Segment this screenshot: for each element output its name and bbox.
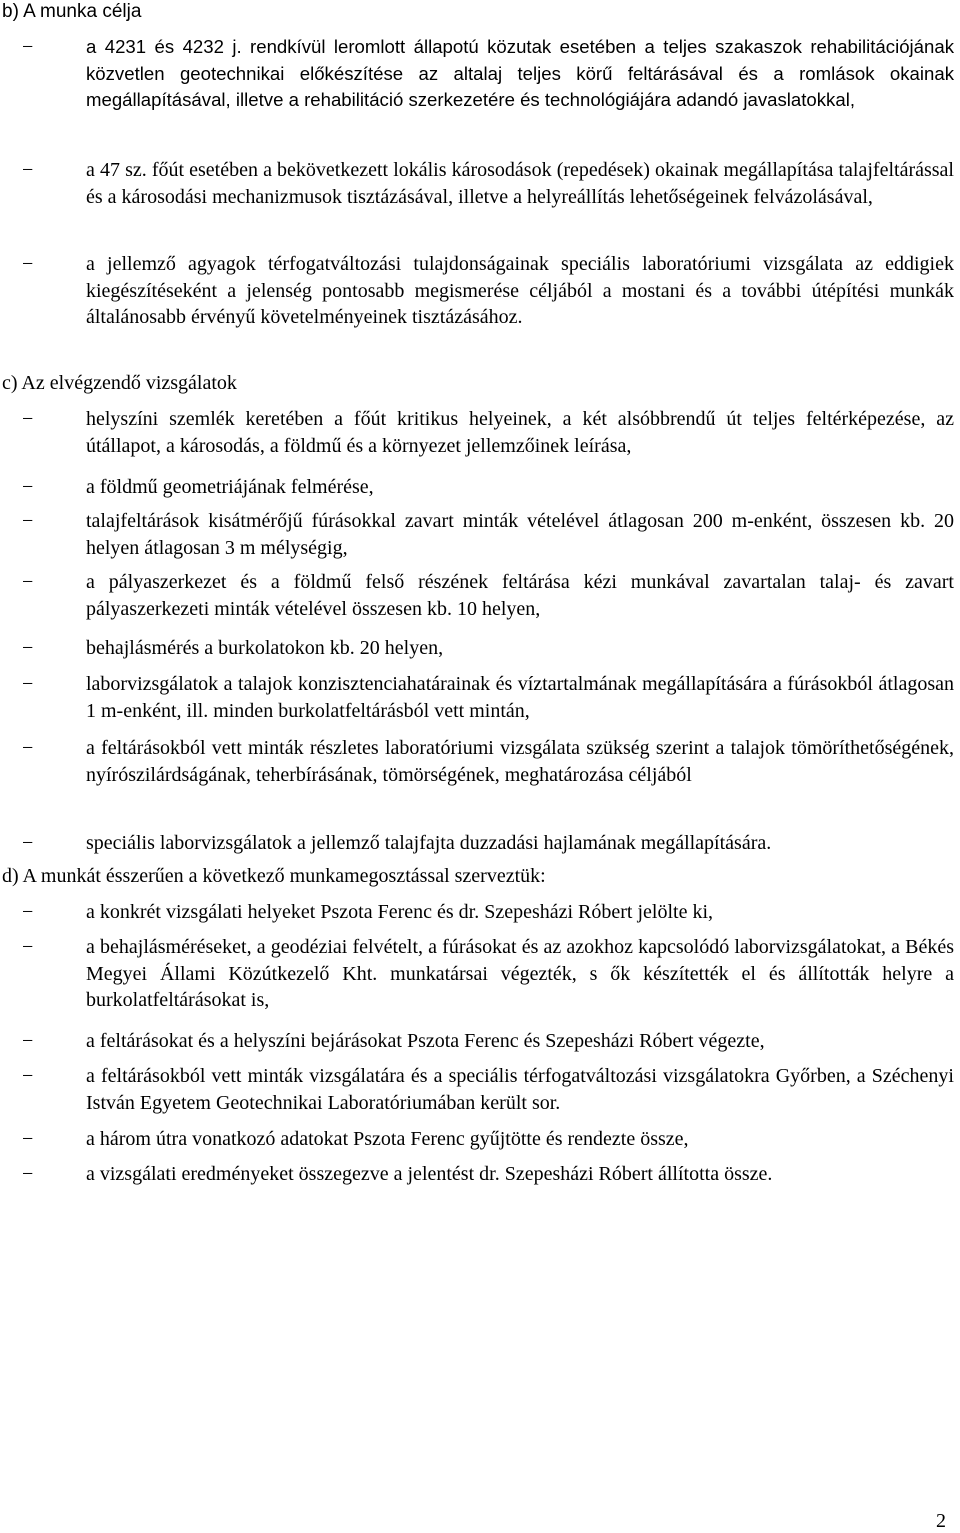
list-item-text: a 47 sz. főút esetében a bekövetkezett lokális károsodások (repedések) okainak megállapítása talajfeltárással és a károsodási mechanizmusok tisztázásával, illetve a helyreállítás lehetőségeinek felvázolásával, bbox=[86, 159, 954, 208]
dash-bullet: − bbox=[22, 737, 34, 759]
dash-bullet: − bbox=[22, 571, 34, 593]
list-item-text: a vizsgálati eredményeket összegezve a jelentést dr. Szepesházi Róbert állította össze. bbox=[86, 1163, 773, 1185]
list-item-text: a feltárásokból vett minták részletes laboratóriumi vizsgálata szükség szerint a talajok tömöríthetőségének, nyírószilárdságának, teherbírásának, tömörségének, meghatározása céljából bbox=[86, 737, 954, 786]
list-item-text: talajfeltárások kisátmérőjű fúrásokkal zavart minták vételével átlagosan 200 m-enként, összesen kb. 20 helyen átlagosan 3 m mélységig, bbox=[86, 510, 954, 559]
page-number: 2 bbox=[936, 1510, 946, 1532]
list-item-text: behajlásmérés a burkolatokon kb. 20 helyen, bbox=[86, 637, 444, 659]
list-item-text: a feltárásokból vett minták vizsgálatára és a speciális térfogatváltozási vizsgálatokra Győrben, a Széchenyi István Egyetem Geotechnikai Laboratóriumában került sor. bbox=[86, 1065, 954, 1114]
list-item-text: laborvizsgálatok a talajok konzisztenciahatárainak és víztartalmának megállapítására a fúrásokból átlagosan 1 m-enként, ill. minden burkolatfeltárásból vett mintán, bbox=[86, 673, 954, 722]
list-item-text: a pályaszerkezet és a földmű felső részének feltárása kézi munkával zavartalan talaj- és zavart pályaszerkezeti minták vételével összesen kb. 10 helyen, bbox=[86, 571, 954, 620]
dash-bullet: − bbox=[22, 637, 34, 659]
dash-bullet: − bbox=[22, 1163, 34, 1185]
dash-bullet: − bbox=[22, 253, 34, 275]
list-item-text: a feltárásokat és a helyszíni bejárásokat Pszota Ferenc és Szepesházi Róbert végezte, bbox=[86, 1030, 765, 1052]
list-item-text: a jellemző agyagok térfogatváltozási tulajdonságainak speciális laboratóriumi vizsgálata az eddigiek kiegészítéseként a jelenség pontosabb megismerése céljából a mostani és a további útépítési munkák általánosabb érvényű követelményeinek tisztázásához. bbox=[86, 253, 954, 328]
list-item-text: a konkrét vizsgálati helyeket Pszota Ferenc és dr. Szepesházi Róbert jelölte ki, bbox=[86, 901, 714, 923]
list-item-text: a behajlásméréseket, a geodéziai felvételt, a fúrásokat és az azokhoz kapcsolódó laborvizsgálatokat, a Békés Megyei Állami Közútkezelő Kht. munkatársai végezték, s ők készítették el és állították helyre a burkolatfeltárásokat is, bbox=[86, 936, 954, 1011]
list-item-text: helyszíni szemlék keretében a főút kritikus helyeinek, a két alsóbbrendű út teljes feltérképezése, az útállapot, a károsodás, a földmű és a környezet jellemzőinek leírása, bbox=[86, 408, 954, 457]
dash-bullet: − bbox=[22, 1065, 34, 1087]
dash-bullet: − bbox=[22, 36, 34, 58]
dash-bullet: − bbox=[22, 1030, 34, 1052]
section-c-heading: c) Az elvégzendő vizsgálatok bbox=[2, 372, 237, 394]
section-d-heading: d) A munkát ésszerűen a következő munkamegosztással szerveztük: bbox=[2, 865, 546, 887]
list-item-text: a földmű geometriájának felmérése, bbox=[86, 476, 374, 498]
dash-bullet: − bbox=[22, 159, 34, 181]
dash-bullet: − bbox=[22, 510, 34, 532]
dash-bullet: − bbox=[22, 673, 34, 695]
dash-bullet: − bbox=[22, 832, 34, 854]
dash-bullet: − bbox=[22, 408, 34, 430]
dash-bullet: − bbox=[22, 1128, 34, 1150]
list-item-text: a 4231 és 4232 j. rendkívül leromlott állapotú közutak esetében a teljes szakaszok rehabilitációjának közvetlen geotechnikai előkészítése az altalaj teljes körű feltárásával és a romlások okainak megállapításával, illetve a rehabilitáció szerkezetére és technológiájára adandó javaslatokkal, bbox=[86, 36, 954, 110]
dash-bullet: − bbox=[22, 936, 34, 958]
dash-bullet: − bbox=[22, 901, 34, 923]
section-b-heading: b) A munka célja bbox=[2, 1, 142, 22]
list-item-text: a három útra vonatkozó adatokat Pszota Ferenc gyűjtötte és rendezte össze, bbox=[86, 1128, 689, 1150]
list-item-text: speciális laborvizsgálatok a jellemző talajfajta duzzadási hajlamának megállapítására. bbox=[86, 832, 772, 854]
dash-bullet: − bbox=[22, 476, 34, 498]
